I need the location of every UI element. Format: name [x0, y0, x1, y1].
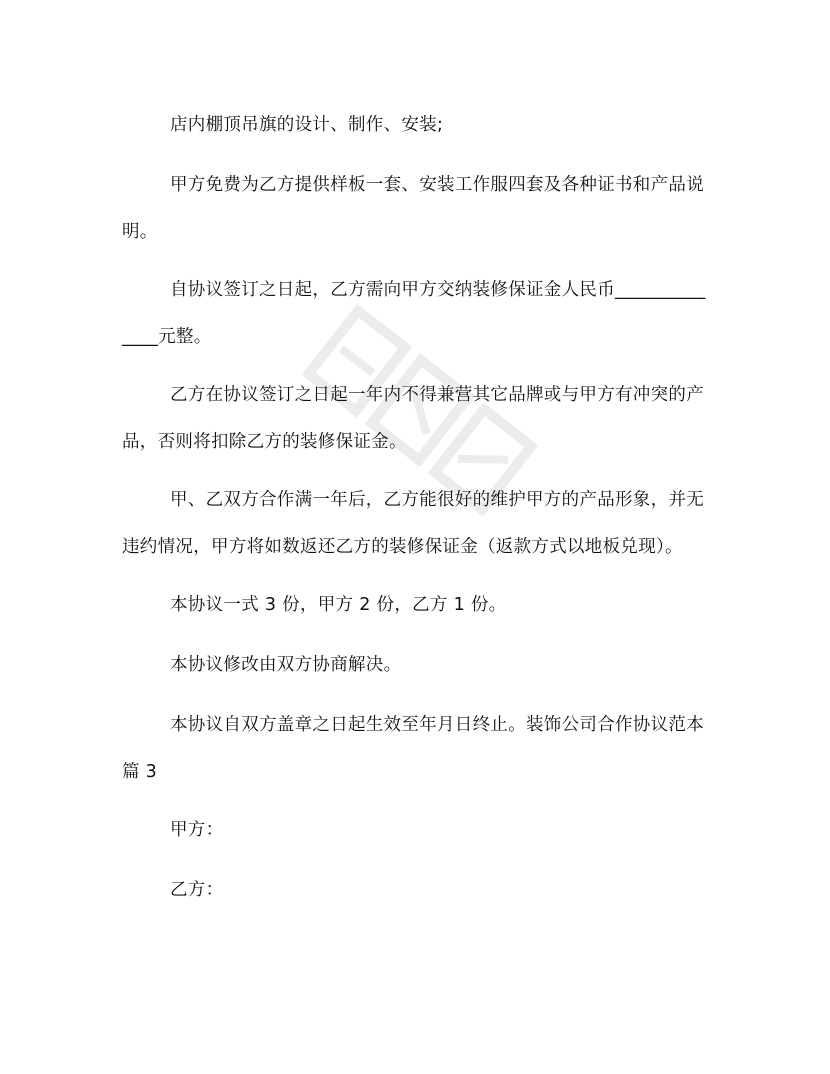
paragraph: 本协议自双方盖章之日起生效至年月日终止。装饰公司合作协议范本 篇 3 [122, 715, 704, 782]
document-body [122, 102, 710, 927]
paragraph: 店内棚顶吊旗的设计、制作、安装; [170, 115, 444, 135]
paragraph: 本协议一式 3 份，甲方 2 份，乙方 1 份。 [170, 595, 507, 615]
paragraph: 自协议签订之日起，乙方需向甲方交纳装修保证金人民币______________元整。 [122, 280, 706, 347]
paragraph: 本协议修改由双方协商解决。 [170, 655, 402, 675]
party-a-label: 甲方： [170, 820, 224, 840]
paragraph: 乙方在协议签订之日起一年内不得兼营其它品牌或与甲方有冲突的产品，否则将扣除乙方的装修保证金。 [122, 385, 704, 452]
paragraph: 甲、乙双方合作满一年后，乙方能很好的维护甲方的产品形象，并无违约情况，甲方将如数返还乙方的装修保证金（返款方式以地板兑现）。 [122, 490, 704, 557]
paragraph: 甲方免费为乙方提供样板一套、安装工作服四套及各种证书和产品说明。 [122, 175, 704, 242]
party-b-label: 乙方： [170, 880, 224, 900]
